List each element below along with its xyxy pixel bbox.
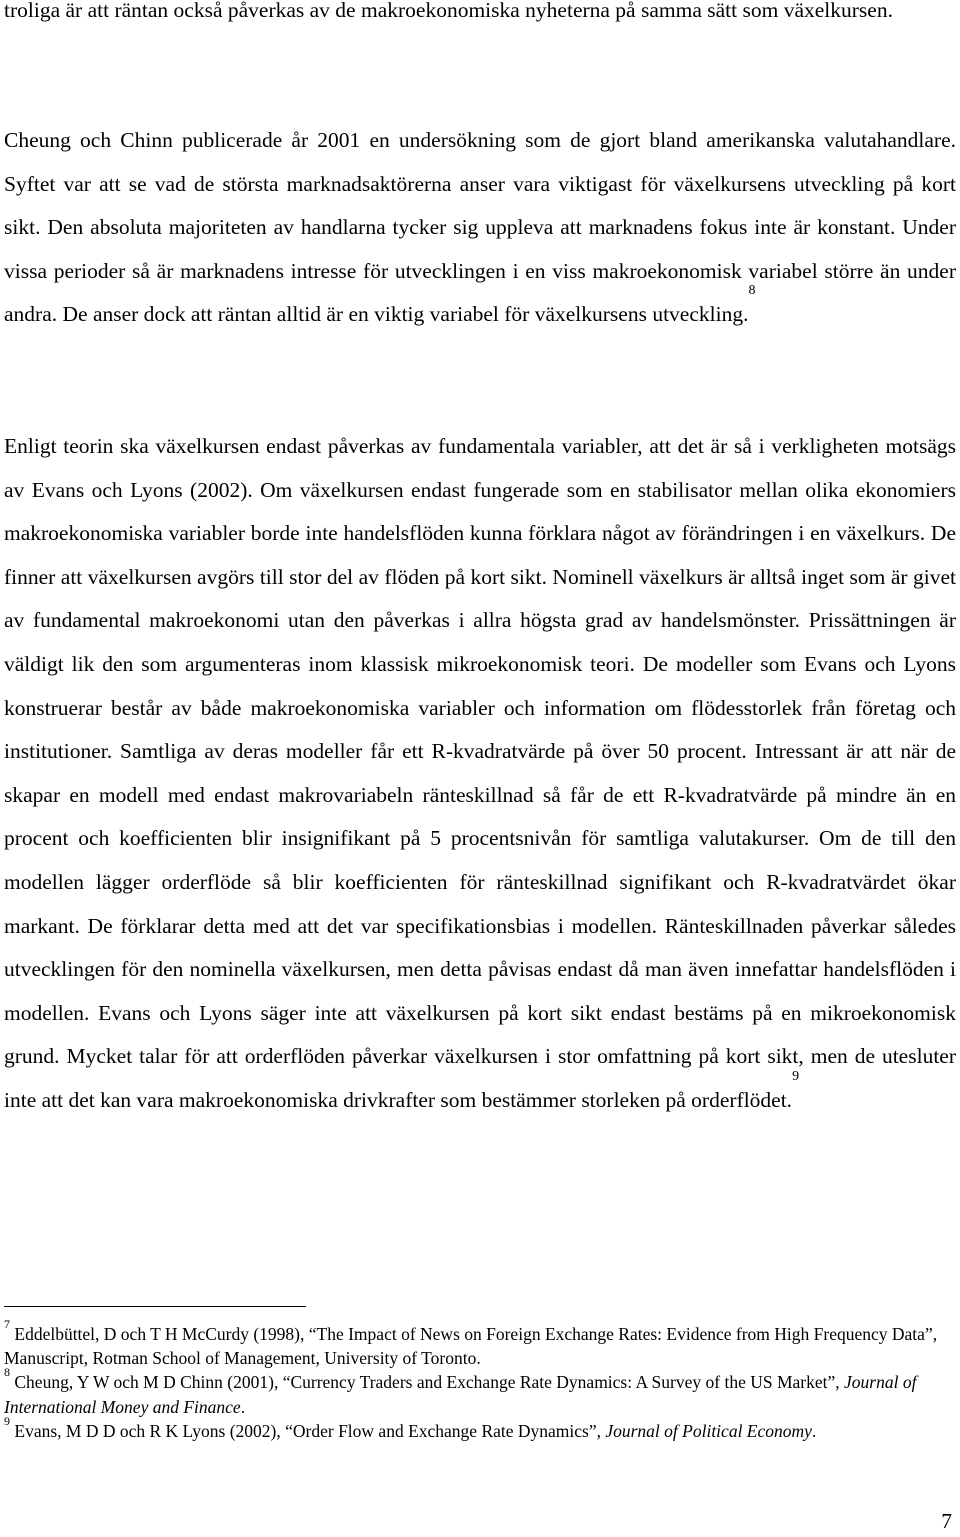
footnote-number: 9 bbox=[4, 1413, 10, 1428]
paragraph-2 bbox=[4, 119, 956, 337]
footnote-number: 8 bbox=[4, 1365, 10, 1380]
page-number: 7 bbox=[941, 1509, 952, 1533]
paragraph-1-text: troliga är att räntan också påverkas av de makroekonomiska nyheterna på samma sätt som växelkursen. bbox=[4, 0, 893, 22]
footnote-text: Eddelbüttel, D och T H McCurdy (1998), “The Impact of News on Foreign Exchange Rates: Evidence from High Frequency Data”, Manuscript, Rotman School of Management, University of Toronto. bbox=[4, 1324, 938, 1369]
footnote-9 bbox=[4, 1413, 956, 1443]
footnote-tail: . bbox=[811, 1420, 817, 1441]
document-page bbox=[4, 0, 956, 1537]
footnote-text: Cheung, Y W och M D Chinn (2001), “Currency Traders and Exchange Rate Dynamics: A Survey of the US Market”, bbox=[14, 1372, 845, 1393]
footnote-ref-9[interactable]: 9 bbox=[792, 1068, 800, 1084]
footnote-ref-8[interactable]: 8 bbox=[748, 283, 756, 299]
footnote-7 bbox=[4, 1317, 956, 1370]
paragraph-2-text: Cheung och Chinn publicerade år 2001 en undersökning som de gjort bland amerikanska valutahandlare. Syftet var att se vad de största marknadsaktörerna anser vara viktigast för växelkursens utveckling på kort sikt. Den absoluta majoriteten av handlarna tycker sig uppleva att marknadens fokus inte är konstant. Under vissa perioder så är marknadens intresse för utvecklingen i en viss makroekonomisk variabel större än under andra. De anser dock att räntan alltid är en viktig variabel för växelkursens utveckling. bbox=[4, 128, 956, 327]
footnote-tail: . bbox=[240, 1396, 246, 1417]
footnotes bbox=[4, 1317, 956, 1443]
paragraph-1 bbox=[4, 0, 956, 33]
footnote-8 bbox=[4, 1365, 956, 1418]
footnote-number: 7 bbox=[4, 1317, 10, 1331]
footnote-journal: Journal of International Money and Finance bbox=[4, 1372, 917, 1417]
footnote-text: Evans, M D D och R K Lyons (2002), “Order Flow and Exchange Rate Dynamics”, bbox=[14, 1420, 606, 1441]
paragraph-3-text: Enligt teorin ska växelkursen endast påverkas av fundamentala variabler, att det är så i verkligheten motsägs av Evans och Lyons (2002). Om växelkursen endast fungerade som en stabilisator mellan olika ekonomiers makroekonomiska variabler borde inte handelsflöden kunna förklara något av förändringen i en växelkurs. De finner att växelkursen avgörs till stor del av flöden på kort sikt. Nominell växelkurs är alltså inget som är givet av fundamental makroekonomi utan den påverkas i allra högsta grad av handelsmönster. Prissättningen är väldigt lik den som argumenteras inom klassisk mikroekonomisk teori. De modeller som Evans och Lyons konstruerar består av både makroekonomiska variabler och information om flödesstorlek från företag och institutioner. Samtliga av deras modeller får ett R-kvadratvärde på över 50 procent. Intressant är att när de skapar en modell med endast makrovariabeln ränteskillnad så får de ett R-kvadratvärde på mindre än en procent och koefficienten blir insignifikant på 5 procentsnivån för samtliga valutakurser. Om de till den modellen lägger orderflöde så blir koefficienten för ränteskillnad signifikant och R-kvadratvärdet ökar markant. De förklarar detta med att det var specifikationsbias i modellen. Ränteskillnaden påverkar således utvecklingen för den nominella växelkursen, men detta påvisas endast då man även innefattar handelsflöden i modellen. Evans och Lyons säger inte att växelkursen på kort sikt endast bestäms på en mikroekonomisk grund. Mycket talar för att orderflöden påverkar växelkursen i stor omfattning på kort sikt, men de utesluter inte att det kan vara makroekonomiska drivkrafter som bestämmer storleken på orderflödet. bbox=[4, 434, 956, 1112]
footnote-journal: Journal of Political Economy bbox=[605, 1420, 812, 1441]
footnote-separator bbox=[4, 1306, 306, 1307]
paragraph-3 bbox=[4, 425, 956, 1123]
